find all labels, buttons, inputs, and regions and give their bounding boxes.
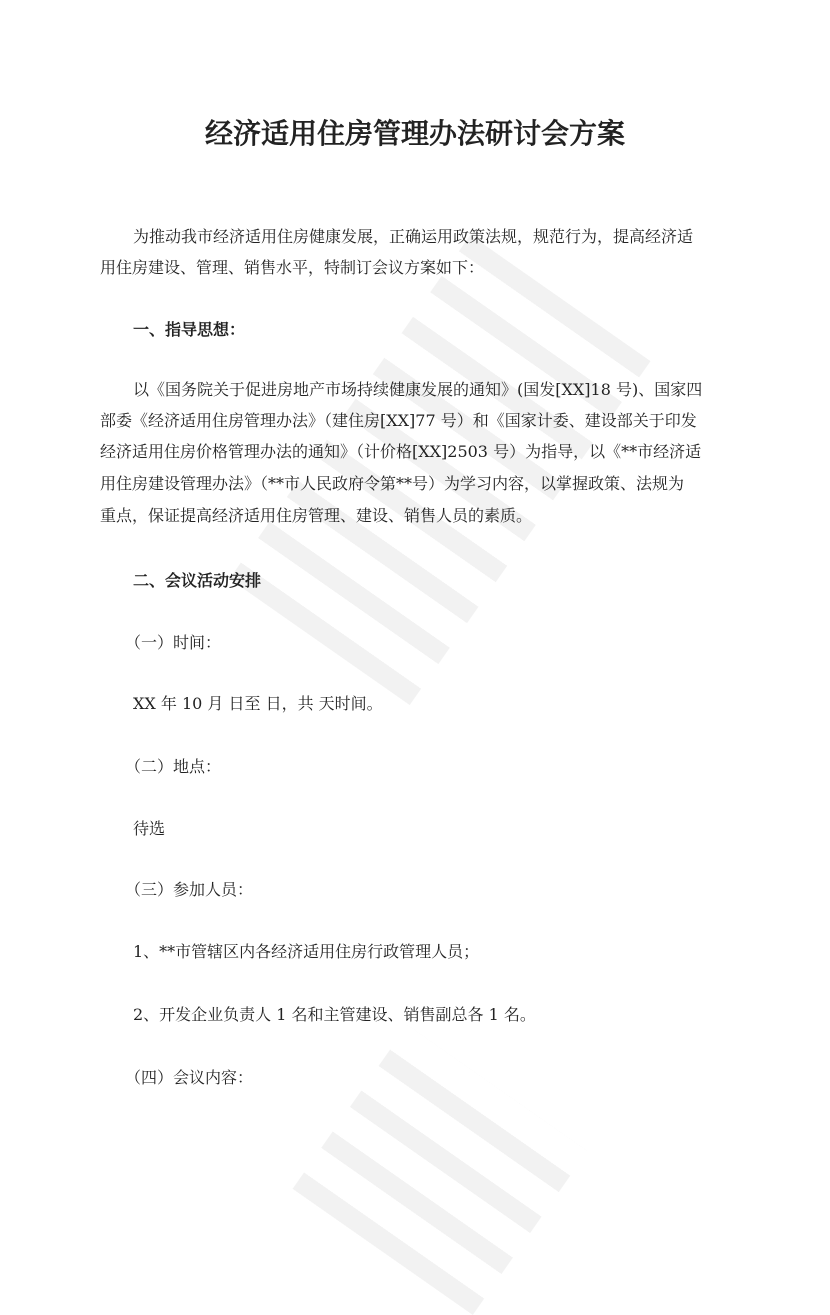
paragraph-line: 部委《经济适用住房管理办法》（建住房[XX]77 号）和《国家计委、建设部关于印发 <box>100 411 697 430</box>
paragraph-line: 重点，保证提高经济适用住房管理、建设、销售人员的素质。 <box>100 506 533 525</box>
subheading: （二）地点： <box>125 757 222 776</box>
document-title: 经济适用住房管理办法研讨会方案 <box>204 117 625 150</box>
watermark <box>229 235 650 705</box>
paragraph: XX 年 10 月 日至 日，共 天时间。 <box>133 694 383 713</box>
subheading: （四）会议内容： <box>125 1068 254 1087</box>
subheading: （一）时间： <box>125 633 222 652</box>
paragraph: 待选 <box>133 819 166 838</box>
paragraph-line: 用住房建设管理办法》（**市人民政府令第**号）为学习内容，以掌握政策、法规为 <box>100 474 685 493</box>
list-item: 2、开发企业负责人 1 名和主管建设、销售副总各 1 名。 <box>133 1005 536 1024</box>
list-item: 1、**市管辖区内各经济适用住房行政管理人员； <box>133 942 480 961</box>
section-heading: 二、会议活动安排 <box>133 571 262 590</box>
watermark <box>293 1025 588 1315</box>
subheading: （三）参加人员： <box>125 880 254 899</box>
paragraph-line: 以《国务院关于促进房地产市场持续健康发展的通知》(国发[XX]18 号)、国家四 <box>133 380 703 399</box>
paragraph-line: 经济适用住房价格管理办法的通知》（计价格[XX]2503 号）为指导，以《**市经济适 <box>100 442 702 461</box>
section-heading: 一、指导思想： <box>133 320 246 339</box>
intro-line: 用住房建设、管理、销售水平，特制订会议方案如下： <box>100 258 485 277</box>
intro-line: 为推动我市经济适用住房健康发展，正确运用政策法规，规范行为，提高经济适 <box>133 227 694 246</box>
